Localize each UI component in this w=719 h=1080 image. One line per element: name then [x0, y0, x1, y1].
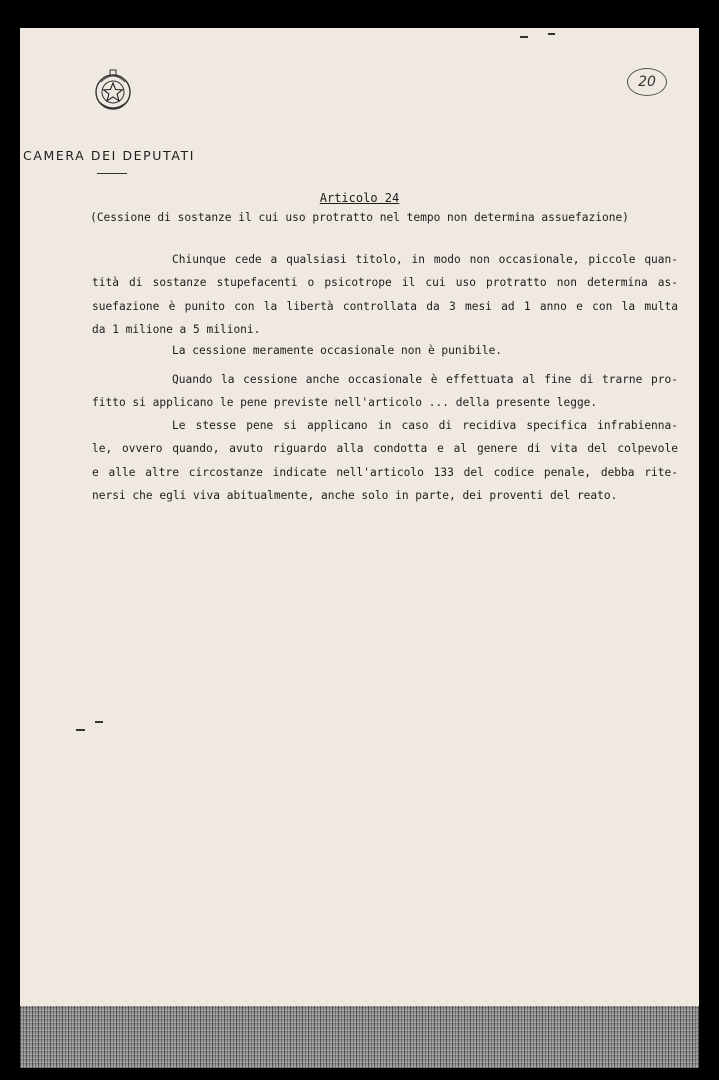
scan-mark: [76, 729, 85, 731]
header-rule: [97, 173, 127, 174]
text-line: e alle altre circostanze indicate nell'articolo 133 del codice penale, debba rite-: [92, 465, 678, 479]
paragraph-4: [92, 414, 678, 507]
text-line: La cessione meramente occasionale non è punibile.: [172, 344, 503, 357]
text-line: da 1 milione a 5 milioni.: [92, 322, 261, 336]
text-line: suefazione è punito con la libertà controllata da 3 mesi ad 1 anno e con la multa: [92, 299, 678, 313]
text-line: fitto si applicano le pene previste nell'articolo ... della presente legge.: [92, 396, 598, 410]
institution-name: CAMERA DEI DEPUTATI: [23, 148, 196, 163]
page-number: 20: [627, 68, 667, 96]
text-line: Quando la cessione anche occasionale è effettuata al fine di trarne pro-: [172, 373, 678, 386]
text-line: nersi che egli viva abitualmente, anche solo in parte, dei proventi del reato.: [92, 488, 618, 502]
scan-mark: [548, 33, 555, 35]
text-line: Chiunque cede a qualsiasi titolo, in modo non occasionale, piccole quan-: [172, 253, 678, 266]
paragraph-2: [92, 339, 678, 362]
document-page: [20, 28, 699, 1068]
paragraph-1: [92, 248, 678, 341]
article-title-text: Articolo 24: [319, 191, 400, 205]
text-line: le, ovvero quando, avuto riguardo alla condotta e al genere di vita del colpevole: [92, 442, 678, 456]
article-subtitle: (Cessione di sostanze il cui uso protratto nel tempo non determina assuefazione): [90, 211, 629, 224]
paragraph-3: [92, 368, 678, 415]
scan-mark: [95, 721, 103, 723]
scan-mark: [520, 36, 528, 38]
article-title: [20, 191, 699, 205]
text-line: tità di sostanze stupefacenti o psicotrope il cui uso protratto non determina as-: [92, 276, 678, 290]
emblem-icon: [93, 68, 133, 116]
text-line: Le stesse pene si applicano in caso di recidiva specifica infrabienna-: [172, 419, 678, 432]
scan-noise-band: [20, 1006, 699, 1068]
